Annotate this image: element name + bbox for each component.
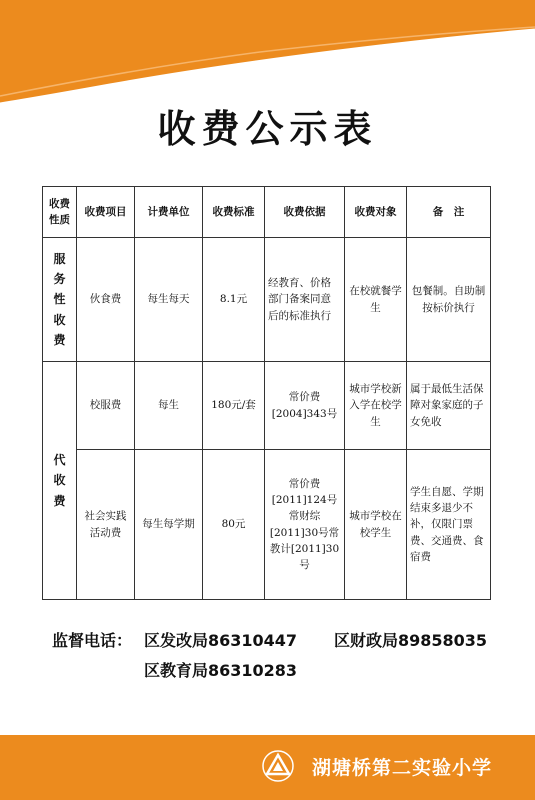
school-name: 湖塘桥第二实验小学: [312, 757, 493, 779]
basis-cell: 常价费[2011]124号常财综[2011]30号常教计[2011]30号: [265, 450, 345, 600]
standard-cell: 180元/套: [203, 362, 265, 450]
contacts-label: 监督电话：: [52, 631, 133, 650]
target-cell: 城市学校新入学在校学生: [345, 362, 407, 450]
item-cell: 校服费: [77, 362, 135, 450]
remark-cell: 属于最低生活保障对象家庭的子女免收: [407, 362, 491, 450]
category-cell: 服务性收费: [53, 251, 66, 348]
contact-finance-bureau: 区财政局89858035: [334, 631, 488, 650]
contact-dev-reform-bureau: 区发改局86310447: [144, 631, 298, 650]
triangle-logo-icon: [262, 750, 294, 782]
unit-cell: 每生每学期: [135, 450, 203, 600]
header-category: 收费性质: [43, 187, 77, 238]
table-row: [43, 450, 491, 600]
page-title: 收费公示表: [157, 107, 378, 151]
header-item: 收费项目: [77, 187, 135, 238]
remark-cell: 包餐制。自助制按标价执行: [407, 238, 491, 362]
remark-cell: 学生自愿、学期结束多退少不补，仅限门票费、交通费、食宿费: [407, 450, 491, 600]
table-row: [43, 238, 491, 362]
basis-cell: 经教育、价格部门备案同意后的标准执行: [265, 238, 345, 362]
target-cell: 在校就餐学生: [345, 238, 407, 362]
unit-cell: 每生每天: [135, 238, 203, 362]
standard-cell: 8.1元: [203, 238, 265, 362]
header-unit: 计费单位: [135, 187, 203, 238]
basis-cell: 常价费[2004]343号: [265, 362, 345, 450]
category-cell: 代收费: [53, 452, 66, 508]
header-standard: 收费标准: [203, 187, 265, 238]
unit-cell: 每生: [135, 362, 203, 450]
header-basis: 收费依据: [265, 187, 345, 238]
item-cell: 伙食费: [77, 238, 135, 362]
table-row: [43, 362, 491, 450]
header-target: 收费对象: [345, 187, 407, 238]
fee-table: [42, 186, 491, 600]
header-remark: 备 注: [407, 187, 491, 238]
item-cell: 社会实践活动费: [77, 450, 135, 600]
standard-cell: 80元: [203, 450, 265, 600]
target-cell: 城市学校在校学生: [345, 450, 407, 600]
contact-education-bureau: 区教育局86310283: [144, 661, 298, 680]
table-header-row: [43, 187, 491, 238]
